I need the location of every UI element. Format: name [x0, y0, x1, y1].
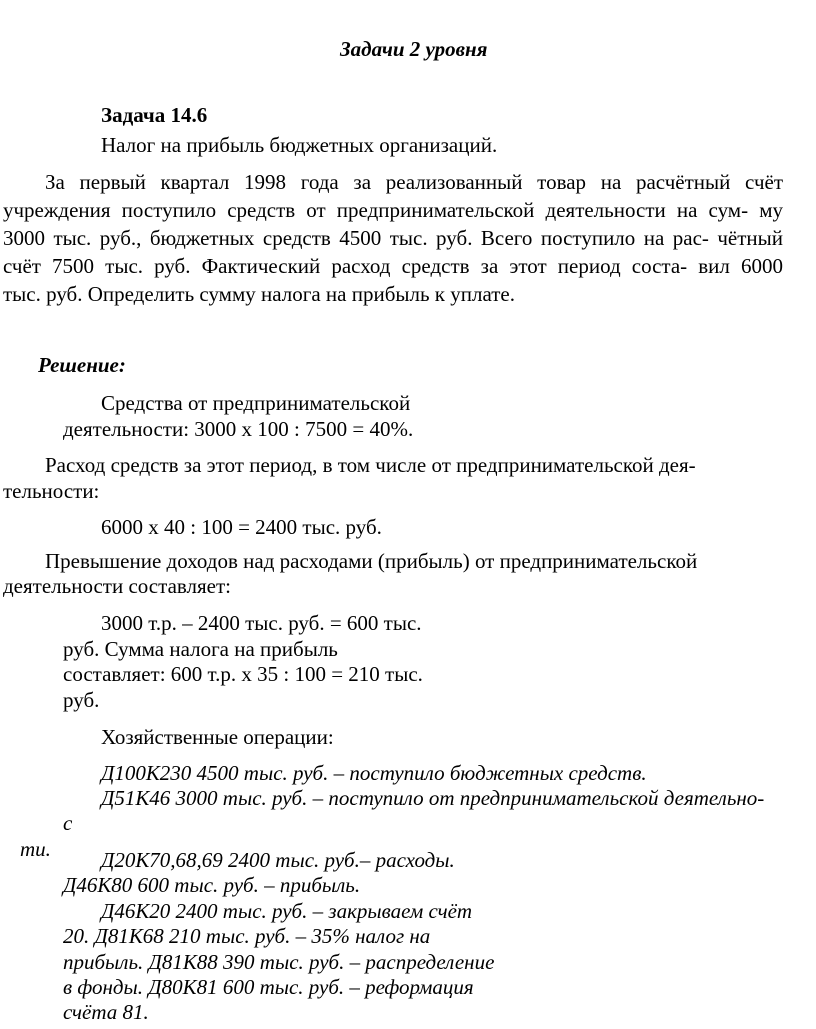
task-subtitle: Налог на прибыль бюджетных организаций. — [101, 133, 498, 157]
operation-line: Д46К20 2400 тыс. руб. – закрываем счёт — [101, 899, 473, 923]
task-paragraph-line: счёт 7500 тыс. руб. Фактический расход средств за этот период соста- вил 6000 — [3, 254, 783, 278]
solution-line: Превышение доходов над расходами (прибыль) от предпринимательской — [45, 549, 698, 573]
operation-line: прибыль. Д81К88 390 тыс. руб. – распределение — [63, 950, 495, 974]
task-paragraph-line: тыс. руб. Определить сумму налога на прибыль к уплате. — [3, 282, 515, 306]
solution-line: деятельности: 3000 х 100 : 7500 = 40%. — [63, 417, 414, 441]
operation-line: ти. — [20, 837, 51, 861]
operation-line: 20. Д81К68 210 тыс. руб. – 35% налог на — [63, 924, 431, 948]
solution-line: Хозяйственные операции: — [101, 725, 334, 749]
operation-line: Д20К70,68,69 2400 тыс. руб.– расходы. — [101, 848, 455, 872]
solution-line: Средства от предпринимательской — [101, 391, 411, 415]
page-heading: Задачи 2 уровня — [340, 37, 488, 61]
operation-line: счёта 81. — [63, 1000, 149, 1024]
solution-line: 3000 т.р. – 2400 тыс. руб. = 600 тыс. — [101, 611, 422, 635]
solution-line: руб. Сумма налога на прибыль — [63, 637, 338, 661]
operation-line: Д46К80 600 тыс. руб. – прибыль. — [63, 873, 361, 897]
solution-line: Расход средств за этот период, в том числе от предпринимательской дея- — [45, 453, 696, 477]
solution-line: деятельности составляет: — [3, 574, 231, 598]
solution-label: Решение: — [38, 353, 126, 377]
task-paragraph-line: 3000 тыс. руб., бюджетных средств 4500 тыс. руб. Всего поступило на рас- чётный — [3, 226, 783, 250]
solution-line: составляет: 600 т.р. х 35 : 100 = 210 тыс. — [63, 662, 423, 686]
operation-line: в фонды. Д80К81 600 тыс. руб. – реформация — [63, 975, 474, 999]
solution-line: тельности: — [3, 479, 100, 503]
solution-line: руб. — [63, 688, 100, 712]
operation-line: с — [63, 811, 73, 835]
operation-line: Д100К230 4500 тыс. руб. – поступило бюджетных средств. — [101, 761, 647, 785]
task-paragraph-line: учреждения поступило средств от предпринимательской деятельности на сум- му — [3, 198, 783, 222]
task-title: Задача 14.6 — [101, 103, 208, 127]
operation-line: Д51К46 3000 тыс. руб. – поступило от предпринимательской деятельно- — [101, 786, 765, 810]
task-paragraph-line: За первый квартал 1998 года за реализованный товар на расчётный счёт — [45, 170, 783, 194]
solution-line: 6000 х 40 : 100 = 2400 тыс. руб. — [101, 515, 382, 539]
